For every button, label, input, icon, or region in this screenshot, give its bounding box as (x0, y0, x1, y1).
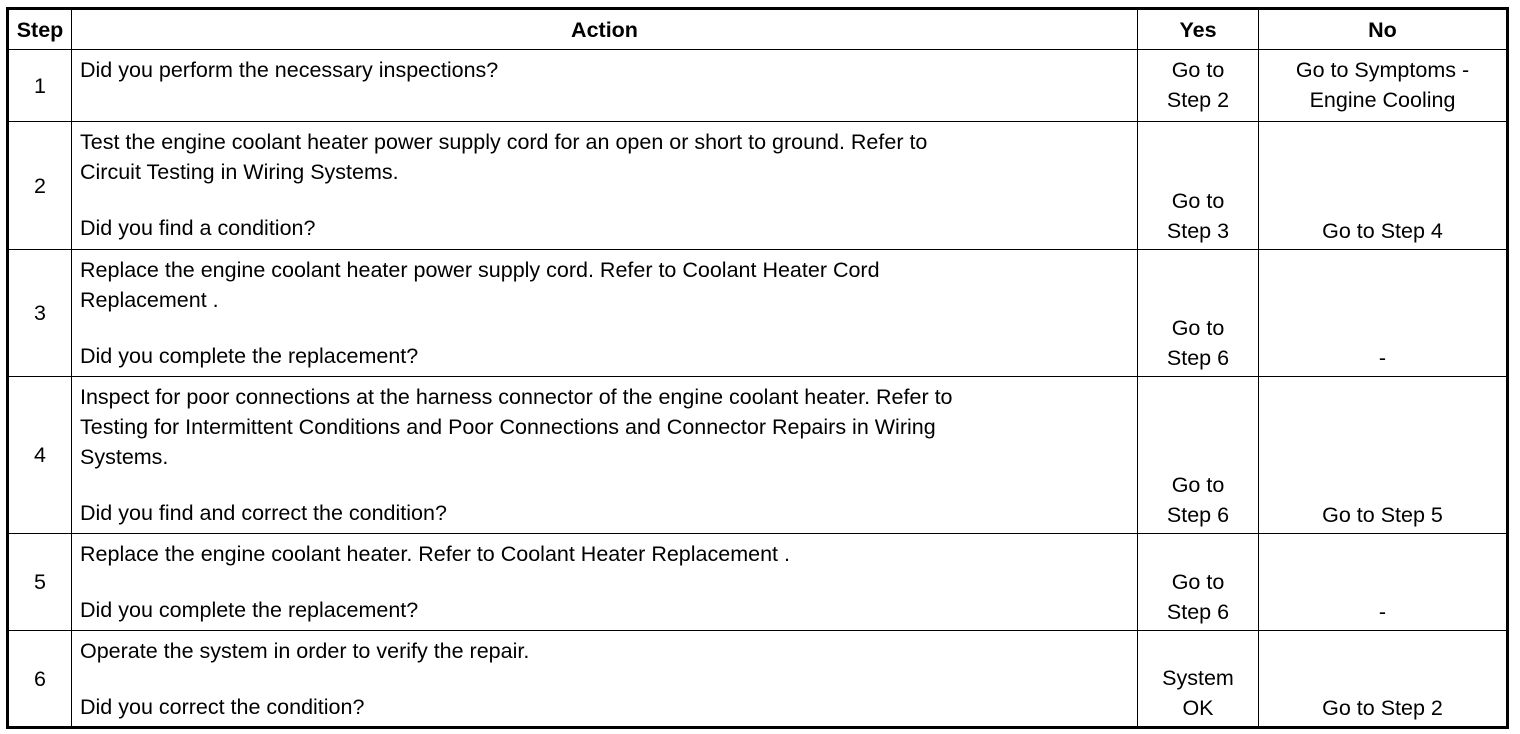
yes-line: Go to (1171, 316, 1225, 340)
action-instruction: Replace the engine coolant heater power supply cord. Refer to Coolant Heater Cord (80, 258, 880, 282)
action-question: Did you find a condition? (80, 216, 316, 240)
no-line: Engine Cooling (1309, 88, 1456, 112)
no-line: Go to Step 2 (1322, 696, 1443, 720)
yes-line: Step 3 (1166, 219, 1230, 243)
action-instruction: Systems. (80, 445, 169, 469)
table-row (8, 377, 1508, 534)
action-cell (72, 250, 1138, 377)
table-row (8, 50, 1508, 122)
yes-line: Step 6 (1166, 503, 1230, 527)
action-cell (72, 377, 1138, 534)
action-instruction: Replacement . (80, 288, 219, 312)
table-row (8, 534, 1508, 631)
action-cell (72, 534, 1138, 631)
yes-cell (1138, 631, 1259, 728)
table-row (8, 122, 1508, 250)
action-question: Did you perform the necessary inspections? (80, 58, 499, 82)
yes-line: Step 6 (1166, 346, 1230, 370)
action-instruction: Test the engine coolant heater power supply cord for an open or short to ground. Refer to (80, 130, 928, 154)
action-question: Did you find and correct the condition? (80, 501, 447, 525)
no-line: Go to Symptoms - (1295, 58, 1470, 82)
action-question: Did you correct the condition? (80, 695, 365, 719)
header-row (8, 9, 1508, 50)
no-cell (1259, 631, 1508, 728)
yes-line: Go to (1171, 473, 1225, 497)
action-instruction: Replace the engine coolant heater. Refer to Coolant Heater Replacement . (80, 542, 790, 566)
no-cell (1259, 250, 1508, 377)
yes-line: Step 2 (1166, 88, 1230, 112)
yes-cell (1138, 50, 1259, 122)
action-cell (72, 122, 1138, 250)
action-cell (72, 631, 1138, 728)
step-number: 4 (8, 377, 72, 534)
no-line: - (1378, 346, 1387, 370)
no-cell (1259, 534, 1508, 631)
yes-cell (1138, 377, 1259, 534)
action-question: Did you complete the replacement? (80, 598, 419, 622)
header-yes: Yes (1138, 9, 1259, 50)
yes-line: Go to (1171, 189, 1225, 213)
action-instruction: Testing for Intermittent Conditions and Poor Connections and Connector Repairs in Wiring (80, 415, 936, 439)
no-line: Go to Step 5 (1322, 503, 1443, 527)
yes-line: OK (1182, 696, 1214, 720)
header-action: Action (72, 9, 1138, 50)
yes-line: Step 6 (1166, 600, 1230, 624)
step-number: 3 (8, 250, 72, 377)
action-cell (72, 50, 1138, 122)
no-line: - (1378, 600, 1387, 624)
yes-line: Go to (1171, 58, 1225, 82)
step-number: 6 (8, 631, 72, 728)
yes-line: Go to (1171, 570, 1225, 594)
table-row (8, 631, 1508, 728)
yes-cell (1138, 122, 1259, 250)
no-cell (1259, 122, 1508, 250)
action-instruction: Circuit Testing in Wiring Systems. (80, 160, 399, 184)
no-cell (1259, 50, 1508, 122)
action-question: Did you complete the replacement? (80, 344, 419, 368)
step-number: 1 (8, 50, 72, 122)
no-cell (1259, 377, 1508, 534)
diagnostic-table (6, 7, 1509, 729)
action-instruction: Inspect for poor connections at the harness connector of the engine coolant heater. Refer to (80, 385, 953, 409)
step-number: 5 (8, 534, 72, 631)
header-step: Step (8, 9, 72, 50)
yes-cell (1138, 534, 1259, 631)
header-no: No (1259, 9, 1508, 50)
yes-line: System (1162, 666, 1234, 690)
step-number: 2 (8, 122, 72, 250)
action-instruction: Operate the system in order to verify the repair. (80, 639, 530, 663)
yes-cell (1138, 250, 1259, 377)
table-row (8, 250, 1508, 377)
no-line: Go to Step 4 (1322, 219, 1443, 243)
